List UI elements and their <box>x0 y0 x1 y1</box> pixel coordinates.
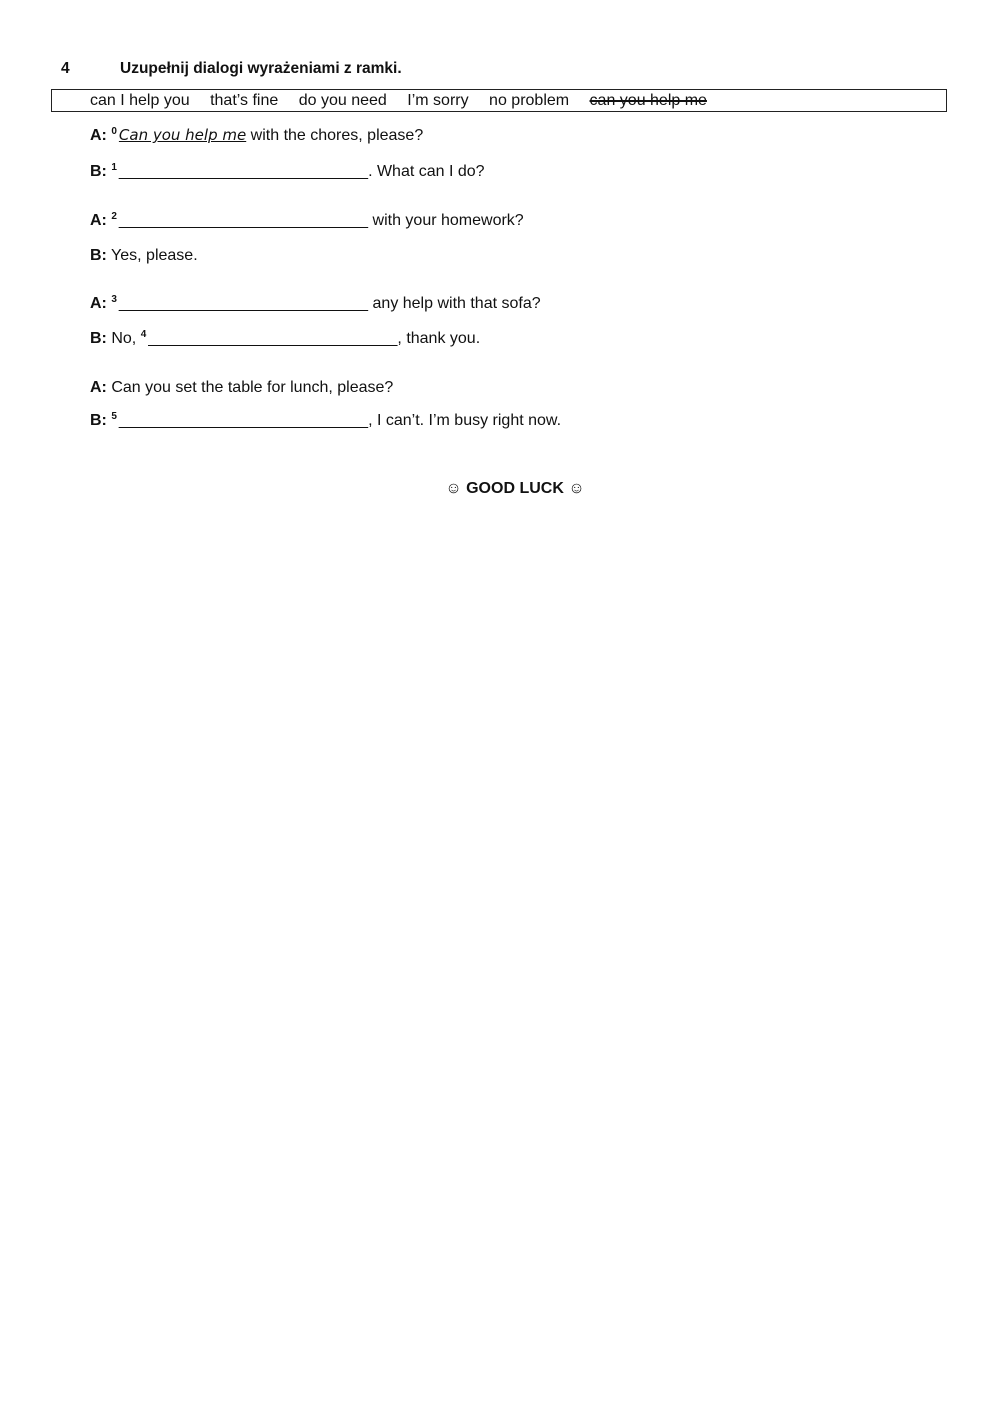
example-answer: Can you help me <box>118 126 247 144</box>
dialogue-line-7 <box>90 412 561 430</box>
speaker-b: B: <box>90 412 107 429</box>
speaker-a: A: <box>90 295 107 312</box>
line-text: any help with that sofa? <box>372 295 541 312</box>
item-number: 3 <box>111 294 117 305</box>
line-text: with your homework? <box>372 212 524 229</box>
word-bank-item[interactable]: can I help you <box>90 92 190 109</box>
dialogue-line-6 <box>90 379 393 397</box>
word-bank <box>90 92 723 110</box>
word-bank-item[interactable]: that’s fine <box>210 92 279 109</box>
task-header <box>61 60 402 78</box>
answer-gap-4[interactable]: ____________________________ <box>148 330 398 347</box>
answer-gap-1[interactable]: ____________________________ <box>118 163 369 180</box>
good-luck-footer: ☺ GOOD LUCK ☺ <box>445 480 585 497</box>
speaker-b: B: <box>90 247 107 264</box>
speaker-a: A: <box>90 212 107 229</box>
word-bank-item[interactable]: no problem <box>489 92 570 109</box>
line-text: Can you set the table for lunch, please? <box>111 379 394 396</box>
line-text: Yes, please. <box>111 247 198 264</box>
dialogue-line-0 <box>90 126 423 145</box>
word-bank-item[interactable]: do you need <box>298 92 387 109</box>
line-text: with the chores, please? <box>250 127 424 144</box>
dialogue-line-2 <box>90 212 524 230</box>
line-text: , thank you. <box>397 330 481 347</box>
speaker-b: B: <box>90 330 107 347</box>
answer-gap-3[interactable]: ____________________________ <box>118 295 369 312</box>
answer-gap-5[interactable]: ____________________________ <box>118 412 369 429</box>
dialogue-line-1 <box>90 163 485 181</box>
answer-gap-2[interactable]: ____________________________ <box>118 212 369 229</box>
item-number: 4 <box>140 329 147 340</box>
speaker-b: B: <box>90 163 107 180</box>
dialogue-line-4 <box>90 295 541 313</box>
item-number: 5 <box>111 411 117 422</box>
line-text: . What can I do? <box>368 163 485 180</box>
speaker-a: A: <box>90 379 107 396</box>
line-text: , I can’t. I’m busy right now. <box>368 412 562 429</box>
line-text-before: No, <box>111 330 137 347</box>
speaker-a: A: <box>90 127 107 144</box>
task-number: 4 <box>61 60 70 77</box>
item-number: 1 <box>111 162 117 173</box>
word-bank-item-used: can you help me <box>589 92 707 109</box>
item-number: 0 <box>111 126 117 137</box>
task-instruction: Uzupełnij dialogi wyrażeniami z ramki. <box>120 60 402 77</box>
item-number: 2 <box>111 211 117 222</box>
dialogue-line-3 <box>90 247 198 265</box>
word-bank-item[interactable]: I’m sorry <box>407 92 469 109</box>
dialogue-line-5 <box>90 330 480 348</box>
